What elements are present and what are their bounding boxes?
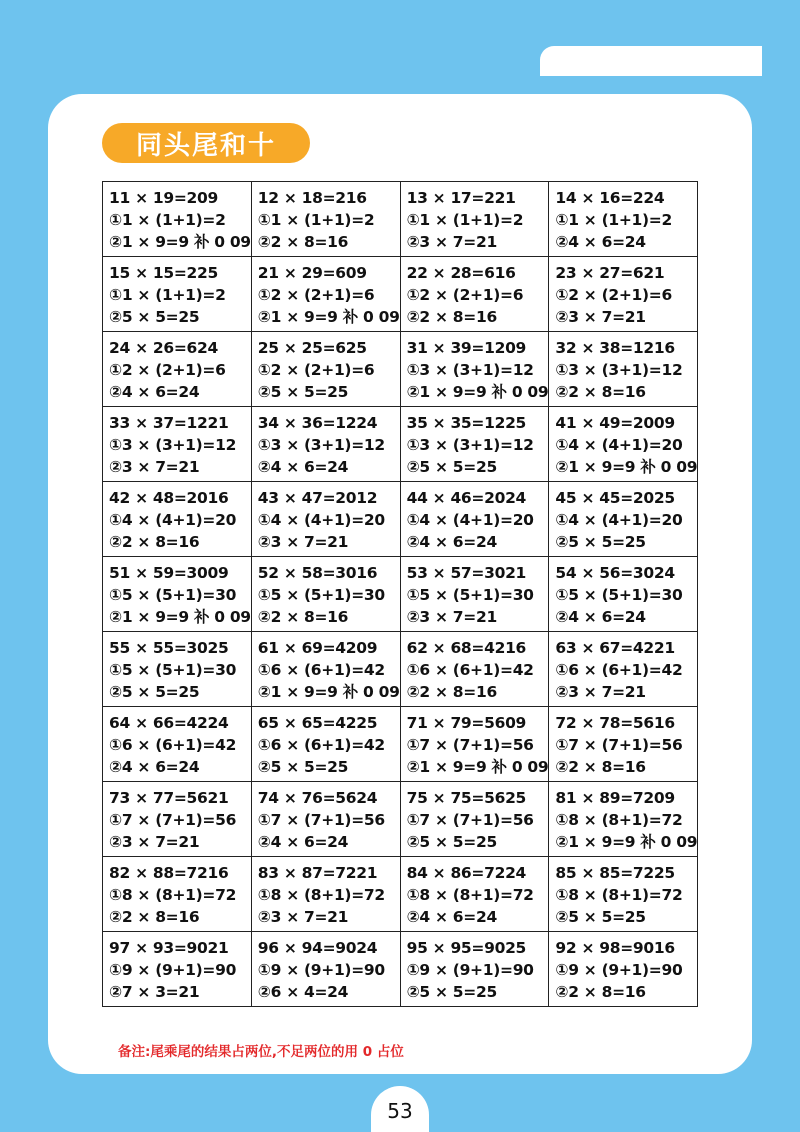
step-one: ①5 × (5+1)=30 [406,586,534,604]
equation: 96 × 94=9024 [257,939,378,957]
step-two: ②5 × 5=25 [406,983,497,1001]
step-one: ①9 × (9+1)=90 [257,961,385,979]
step-two: ②4 × 6=24 [257,458,349,476]
step-two: ②1 × 9=9 补 0 09 [257,683,400,701]
equation: 22 × 28=616 [406,264,516,282]
equation: 82 × 88=7216 [109,864,229,882]
step-one: ①6 × (6+1)=42 [257,661,385,679]
problem-cell [549,557,698,632]
problem-cell [103,482,252,557]
equation: 97 × 93=9021 [109,939,229,957]
equation: 83 × 87=7221 [257,864,378,882]
problem-cell [103,632,252,707]
step-two: ②4 × 6=24 [109,383,200,401]
equation: 74 × 76=5624 [257,789,378,807]
problem-cell [400,932,549,1007]
equation: 44 × 46=2024 [406,489,527,507]
equation: 65 × 65=4225 [257,714,378,732]
step-two: ②1 × 9=9 补 0 09 [109,608,251,626]
equation: 13 × 17=221 [406,189,516,207]
problem-cell [400,782,549,857]
step-one: ①1 × (1+1)=2 [109,211,226,229]
equation: 34 × 36=1224 [257,414,378,432]
equation: 23 × 27=621 [555,264,665,282]
step-one: ①2 × (2+1)=6 [257,361,375,379]
top-tab-decoration [540,46,762,76]
step-one: ①1 × (1+1)=2 [406,211,524,229]
step-two: ②3 × 7=21 [555,683,646,701]
equation: 25 × 25=625 [257,339,367,357]
step-one: ①8 × (8+1)=72 [555,886,683,904]
step-two: ②3 × 7=21 [406,608,497,626]
step-one: ①4 × (4+1)=20 [257,511,385,529]
step-two: ②5 × 5=25 [555,908,646,926]
problem-cell [400,182,549,257]
problem-cell [549,707,698,782]
step-one: ①5 × (5+1)=30 [109,661,237,679]
table-row [103,782,698,857]
problem-cell [251,857,400,932]
step-two: ②3 × 7=21 [257,908,349,926]
step-one: ①4 × (4+1)=20 [555,436,683,454]
equation: 54 × 56=3024 [555,564,675,582]
equation: 32 × 38=1216 [555,339,675,357]
step-one: ①8 × (8+1)=72 [257,886,385,904]
step-two: ②4 × 6=24 [109,758,200,776]
step-two: ②2 × 8=16 [406,308,497,326]
step-one: ①4 × (4+1)=20 [406,511,534,529]
step-two: ②2 × 8=16 [555,758,646,776]
problem-cell [400,632,549,707]
problem-cell [549,482,698,557]
problem-cell [251,557,400,632]
step-two: ②1 × 9=9 补 0 09 [555,458,698,476]
table-row [103,557,698,632]
step-two: ②2 × 8=16 [109,908,200,926]
equation: 12 × 18=216 [257,189,367,207]
problem-cell [103,932,252,1007]
problem-cell [400,482,549,557]
step-two: ②2 × 8=16 [555,383,646,401]
step-one: ①1 × (1+1)=2 [257,211,375,229]
equation: 92 × 98=9016 [555,939,675,957]
table-row [103,857,698,932]
equation: 42 × 48=2016 [109,489,229,507]
equation: 24 × 26=624 [109,339,218,357]
step-two: ②3 × 7=21 [406,233,497,251]
problem-cell [103,707,252,782]
step-two: ②1 × 9=9 补 0 09 [406,758,549,776]
step-one: ①7 × (7+1)=56 [109,811,237,829]
table-row [103,707,698,782]
equation: 85 × 85=7225 [555,864,675,882]
equation: 95 × 95=9025 [406,939,527,957]
problem-cell [251,257,400,332]
equation: 75 × 75=5625 [406,789,527,807]
step-one: ①8 × (8+1)=72 [406,886,534,904]
step-two: ②3 × 7=21 [555,308,646,326]
step-one: ①1 × (1+1)=2 [109,286,226,304]
equation: 53 × 57=3021 [406,564,527,582]
step-one: ①7 × (7+1)=56 [406,736,534,754]
problem-cell [549,632,698,707]
problem-cell [549,857,698,932]
table-row [103,332,698,407]
step-one: ①6 × (6+1)=42 [555,661,683,679]
step-two: ②5 × 5=25 [555,533,646,551]
step-one: ①3 × (3+1)=12 [406,436,534,454]
equation: 81 × 89=7209 [555,789,675,807]
problem-cell [400,707,549,782]
equation: 63 × 67=4221 [555,639,675,657]
step-two: ②7 × 3=21 [109,983,200,1001]
step-one: ①2 × (2+1)=6 [109,361,226,379]
table-row [103,407,698,482]
equation: 62 × 68=4216 [406,639,527,657]
problem-cell [400,857,549,932]
equation: 64 × 66=4224 [109,714,229,732]
step-two: ②1 × 9=9 补 0 09 [555,833,698,851]
step-two: ②5 × 5=25 [109,308,200,326]
step-two: ②5 × 5=25 [257,758,349,776]
problem-cell [400,407,549,482]
step-one: ①7 × (7+1)=56 [257,811,385,829]
step-two: ②4 × 6=24 [555,233,646,251]
problem-cell [251,632,400,707]
step-two: ②1 × 9=9 补 0 09 [109,233,251,251]
equation: 31 × 39=1209 [406,339,527,357]
equation: 71 × 79=5609 [406,714,527,732]
equation: 55 × 55=3025 [109,639,229,657]
problem-cell [549,182,698,257]
problem-cell [549,257,698,332]
step-one: ①9 × (9+1)=90 [406,961,534,979]
step-two: ②2 × 8=16 [257,608,349,626]
problem-cell [251,782,400,857]
step-one: ①6 × (6+1)=42 [257,736,385,754]
equation: 33 × 37=1221 [109,414,229,432]
problem-cell [549,932,698,1007]
page-number-tab [371,1086,429,1132]
equation: 21 × 29=609 [257,264,367,282]
equation: 41 × 49=2009 [555,414,675,432]
step-two: ②1 × 9=9 补 0 09 [406,383,549,401]
step-two: ②1 × 9=9 补 0 09 [257,308,400,326]
equation: 51 × 59=3009 [109,564,229,582]
step-one: ①7 × (7+1)=56 [555,736,683,754]
step-one: ①6 × (6+1)=42 [109,736,237,754]
step-one: ①1 × (1+1)=2 [555,211,672,229]
table-row [103,482,698,557]
equation: 11 × 19=209 [109,189,218,207]
problem-cell [549,407,698,482]
step-two: ②2 × 8=16 [109,533,200,551]
problem-cell [400,332,549,407]
problem-cell [103,407,252,482]
step-one: ①7 × (7+1)=56 [406,811,534,829]
step-two: ②4 × 6=24 [257,833,349,851]
step-two: ②3 × 7=21 [109,458,200,476]
problem-cell [251,707,400,782]
problem-cell [103,182,252,257]
table-row [103,632,698,707]
step-two: ②5 × 5=25 [406,833,497,851]
step-one: ①3 × (3+1)=12 [406,361,534,379]
step-two: ②2 × 8=16 [257,233,349,251]
step-one: ①3 × (3+1)=12 [109,436,237,454]
step-one: ①5 × (5+1)=30 [555,586,683,604]
step-two: ②3 × 7=21 [257,533,349,551]
step-one: ①2 × (2+1)=6 [406,286,524,304]
step-one: ①8 × (8+1)=72 [555,811,683,829]
problem-cell [103,557,252,632]
step-one: ①4 × (4+1)=20 [109,511,237,529]
equation: 15 × 15=225 [109,264,218,282]
problem-cell [103,782,252,857]
problem-cell [251,407,400,482]
step-two: ②4 × 6=24 [406,533,497,551]
step-two: ②6 × 4=24 [257,983,349,1001]
step-one: ①2 × (2+1)=6 [257,286,375,304]
equation: 84 × 86=7224 [406,864,527,882]
step-one: ①6 × (6+1)=42 [406,661,534,679]
step-two: ②4 × 6=24 [406,908,497,926]
equation: 52 × 58=3016 [257,564,378,582]
step-one: ①8 × (8+1)=72 [109,886,237,904]
step-two: ②5 × 5=25 [109,683,200,701]
equation: 73 × 77=5621 [109,789,229,807]
table-row [103,932,698,1007]
problem-cell [400,257,549,332]
equation: 45 × 45=2025 [555,489,675,507]
problem-cell [549,782,698,857]
step-one: ①9 × (9+1)=90 [109,961,237,979]
step-one: ①5 × (5+1)=30 [257,586,385,604]
equation: 72 × 78=5616 [555,714,675,732]
step-two: ②5 × 5=25 [406,458,497,476]
problem-cell [251,482,400,557]
problem-cell [251,182,400,257]
section-title: 同头尾和十 [102,123,310,163]
multiplication-table [102,181,698,1007]
problem-cell [251,332,400,407]
step-one: ①5 × (5+1)=30 [109,586,237,604]
step-two: ②2 × 8=16 [555,983,646,1001]
footnote: 备注:尾乘尾的结果占两位,不足两位的用 0 占位 [118,1044,404,1060]
problem-cell [103,332,252,407]
table-row [103,182,698,257]
step-two: ②4 × 6=24 [555,608,646,626]
equation: 14 × 16=224 [555,189,665,207]
step-two: ②5 × 5=25 [257,383,349,401]
step-one: ①3 × (3+1)=12 [257,436,385,454]
page-number: 53 [387,1099,413,1123]
problem-cell [549,332,698,407]
step-one: ①4 × (4+1)=20 [555,511,683,529]
step-two: ②2 × 8=16 [406,683,497,701]
step-two: ②3 × 7=21 [109,833,200,851]
equation: 43 × 47=2012 [257,489,378,507]
problem-cell [103,257,252,332]
problem-cell [251,932,400,1007]
problem-cell [400,557,549,632]
problem-cell [103,857,252,932]
step-one: ①3 × (3+1)=12 [555,361,683,379]
table-row [103,257,698,332]
equation: 35 × 35=1225 [406,414,527,432]
step-one: ①2 × (2+1)=6 [555,286,672,304]
step-one: ①9 × (9+1)=90 [555,961,683,979]
equation: 61 × 69=4209 [257,639,378,657]
